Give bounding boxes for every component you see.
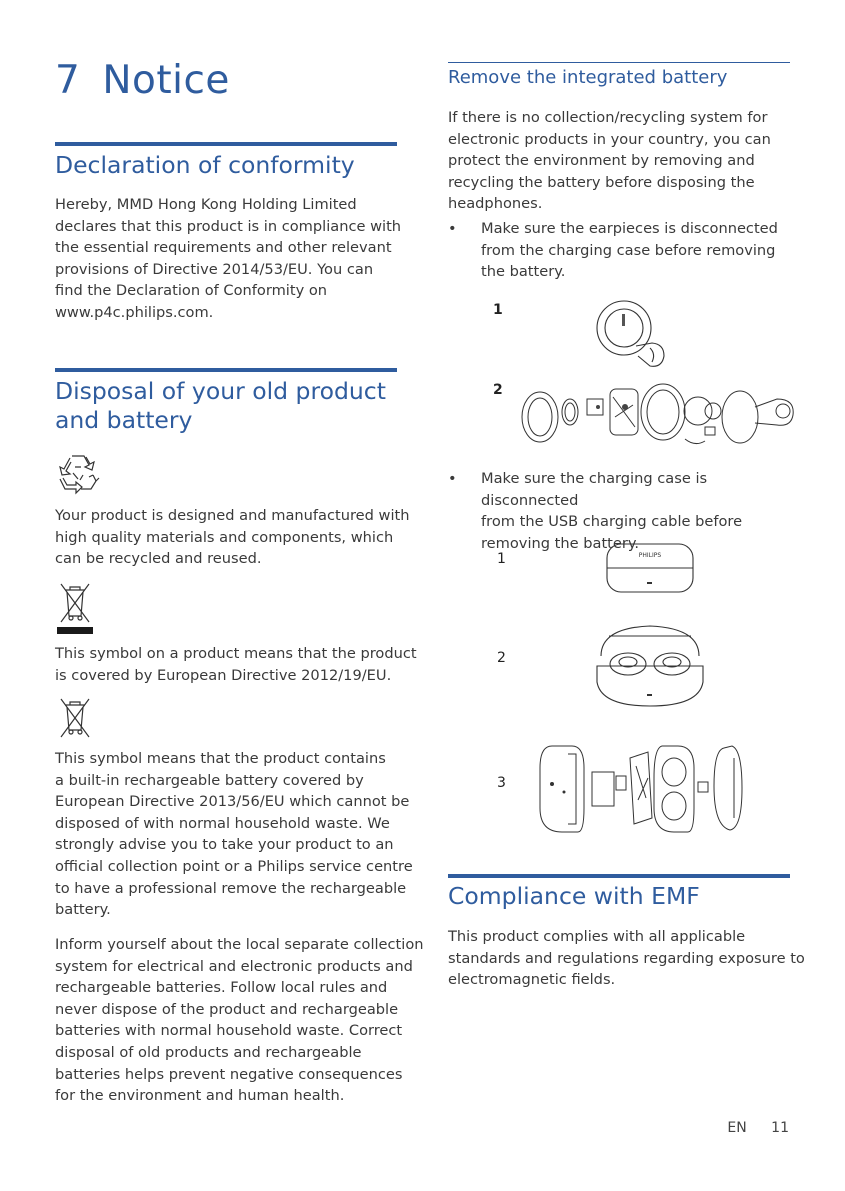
earpiece-illustration [594, 298, 674, 370]
chapter-title-text: Notice [102, 58, 230, 103]
weee-line-2: is covered by European Directive 2012/19/EU. [55, 666, 392, 684]
battery-bin-icon [57, 697, 93, 739]
battery-line-1: This symbol means that the product contains [55, 750, 386, 767]
bullet1-line-1: Make sure the earpieces is disconnected [481, 220, 778, 237]
battery-line-4: disposed of with normal household waste. We [55, 814, 390, 832]
declaration-heading: Declaration of conformity [55, 151, 355, 179]
bullet-dot: • [448, 220, 457, 237]
bullet-charging-case [448, 468, 790, 552]
battery-line-8: battery. [55, 901, 111, 919]
recycle-icon [55, 453, 101, 495]
inform-line-3: rechargeable batteries. Follow local rules and [55, 979, 388, 997]
case-brand-label: PHILIPS [638, 552, 662, 559]
earpiece-exploded-illustration [515, 377, 800, 452]
emf-line-3: electromagnetic fields. [448, 971, 616, 989]
bullet2-line-1: Make sure the charging case is disconnected [481, 470, 708, 509]
section-rule-remove-battery [448, 62, 790, 63]
inform-line-7: batteries helps prevent negative consequences [55, 1065, 403, 1083]
inform-line-5: batteries with normal household waste. Correct [55, 1022, 403, 1040]
remove-battery-heading: Remove the integrated battery [448, 67, 728, 88]
emf-line-1: This product complies with all applicable [448, 928, 746, 945]
declaration-line-6: www.p4c.philips.com. [55, 304, 214, 321]
crossed-bin-icon [57, 580, 93, 636]
case-step-1: 1 [497, 551, 506, 567]
emf-line-2: standards and regulations regarding exposure to [448, 949, 805, 967]
bullet2-line-3: removing the battery. [481, 534, 640, 552]
inform-line-4: never dispose of the product and rechargeable [55, 1000, 399, 1018]
bullet-earpieces [448, 218, 790, 284]
section-rule-declaration [55, 142, 397, 146]
chapter-number: 7 [55, 58, 81, 103]
inform-line-6: disposal of old products and rechargeable [55, 1044, 362, 1061]
recycle-line-1: Your product is designed and manufactured with [55, 507, 410, 524]
declaration-line-2: declares that this product is in compliance with [55, 217, 402, 235]
bullet1-line-2: from the charging case before removing [481, 241, 776, 259]
remove-intro-line-5: headphones. [448, 195, 543, 213]
disposal-heading-line-2: and battery [55, 406, 193, 434]
battery-line-6: official collection point or a Philips service centre [55, 858, 413, 875]
battery-line-2: a built-in rechargeable battery covered by [55, 771, 364, 789]
section-rule-emf [448, 874, 790, 878]
footer-language: EN [727, 1120, 747, 1136]
declaration-line-1: Hereby, MMD Hong Kong Holding Limited [55, 196, 357, 213]
disposal-heading-line-1: Disposal of your old product [55, 377, 386, 405]
case-step-2: 2 [497, 650, 506, 666]
bullet-dot: • [448, 470, 457, 487]
inform-line-1: Inform yourself about the local separate collection [55, 936, 424, 953]
emf-heading: Compliance with EMF [448, 882, 700, 910]
charging-case-closed [605, 542, 695, 594]
section-rule-disposal [55, 368, 397, 372]
declaration-line-5: find the Declaration of Conformity on [55, 282, 328, 300]
battery-line-3: European Directive 2013/56/EU which cannot be [55, 793, 410, 811]
remove-intro-line-2: electronic products in your country, you can [448, 130, 771, 148]
chapter-title [55, 58, 230, 103]
bullet2-line-2: from the USB charging cable before [481, 513, 743, 531]
weee-line-1: This symbol on a product means that the product [55, 645, 417, 662]
footer-page-number: 11 [771, 1120, 789, 1136]
declaration-line-3: the essential requirements and other relevant [55, 239, 392, 257]
remove-intro-line-3: protect the environment by removing and [448, 152, 755, 170]
earpiece-step-1: 1 [493, 302, 503, 318]
remove-intro-line-1: If there is no collection/recycling system for [448, 109, 768, 126]
recycle-line-2: high quality materials and components, which [55, 528, 394, 546]
remove-intro-line-4: recycling the battery before disposing the [448, 173, 755, 191]
bullet1-line-3: the battery. [481, 263, 566, 281]
inform-line-2: system for electrical and electronic products and [55, 957, 413, 975]
page-footer [707, 1120, 789, 1136]
recycle-line-3: can be recycled and reused. [55, 550, 262, 568]
case-step-3: 3 [497, 775, 506, 791]
earpiece-step-2: 2 [493, 382, 503, 398]
battery-line-7: to have a professional remove the rechargeable [55, 879, 407, 897]
charging-case-open [595, 622, 705, 708]
battery-line-5: strongly advise you to take your product to an [55, 836, 394, 854]
declaration-line-4: provisions of Directive 2014/53/EU. You can [55, 260, 374, 278]
charging-case-exploded [538, 738, 760, 836]
inform-line-8: for the environment and human health. [55, 1087, 345, 1105]
